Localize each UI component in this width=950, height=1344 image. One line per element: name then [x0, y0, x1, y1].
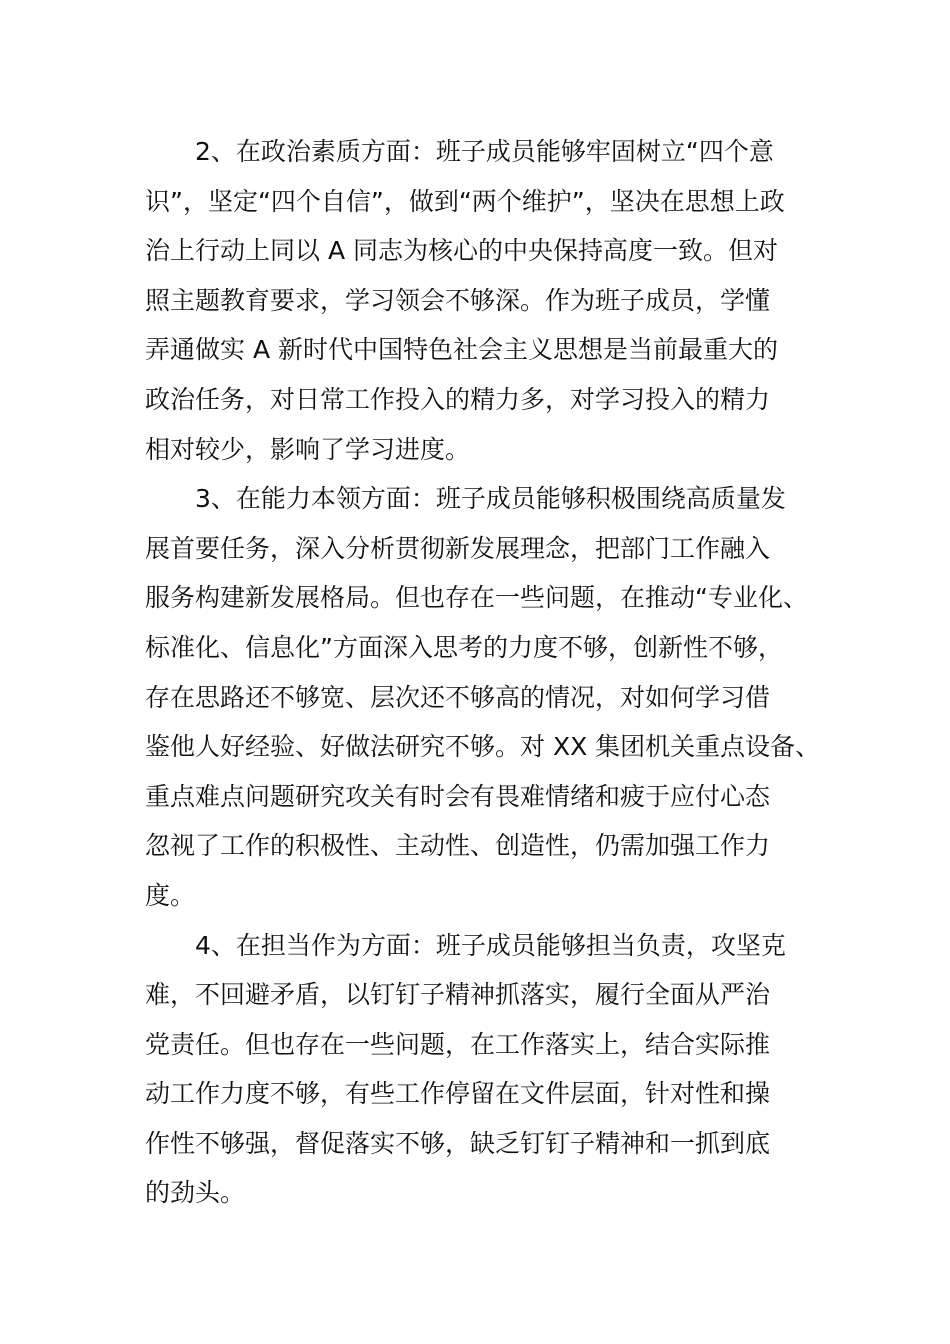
text-line: 存在思路还不够宽、层次还不够高的情况，对如何学习借	[145, 682, 771, 712]
text-line: 服务构建新发展格局。但也存在一些问题，在推动“专业化、	[145, 583, 808, 613]
text-line: 作性不够强，督促落实不够，缺乏钉钉子精神和一抓到底	[145, 1128, 771, 1158]
text-line: 重点难点问题研究攻关有时会有畏难情绪和疲于应付心态	[145, 781, 771, 811]
text-line: 党责任。但也存在一些问题，在工作落实上，结合实际推	[145, 1029, 771, 1059]
paragraph-political-quality	[145, 127, 815, 474]
text-line: 展首要任务，深入分析贯彻新发展理念，把部门工作融入	[145, 533, 771, 563]
text-line: 标准化、信息化”方面深入思考的力度不够，创新性不够，	[145, 632, 783, 662]
text-line: 难，不回避矛盾，以钉钉子精神抓落实，履行全面从严治	[145, 980, 771, 1010]
text-line: 动工作力度不够，有些工作停留在文件层面，针对性和操	[145, 1079, 771, 1109]
text-line: 的劲头。	[145, 1178, 246, 1208]
text-line: 照主题教育要求，学习领会不够深。作为班子成员，学懂	[145, 285, 771, 315]
text-line: 弄通做实 A 新时代中国特色社会主义思想是当前最重大的	[145, 335, 778, 365]
text-line: 鉴他人好经验、好做法研究不够。对 XX 集团机关重点设备、	[145, 732, 821, 762]
text-line: 3、在能力本领方面：班子成员能够积极围绕高质量发	[195, 484, 786, 514]
text-line: 度。	[145, 880, 196, 910]
text-line: 识”，坚定“四个自信”，做到“两个维护”，坚决在思想上政	[145, 186, 785, 216]
text-line: 2、在政治素质方面：班子成员能够牢固树立“四个意	[195, 137, 774, 166]
text-line: 治上行动上同以 A 同志为核心的中央保持高度一致。但对	[145, 236, 778, 266]
text-line: 忽视了工作的积极性、主动性、创造性，仍需加强工作力	[145, 831, 771, 861]
text-line: 政治任务，对日常工作投入的精力多，对学习投入的精力	[145, 384, 771, 414]
text-line: 4、在担当作为方面：班子成员能够担当负责，攻坚克	[195, 930, 786, 960]
paragraph-responsibility	[145, 921, 815, 1219]
text-line: 相对较少，影响了学习进度。	[145, 434, 471, 464]
document-body	[145, 127, 821, 1218]
paragraph-capability	[145, 474, 821, 920]
